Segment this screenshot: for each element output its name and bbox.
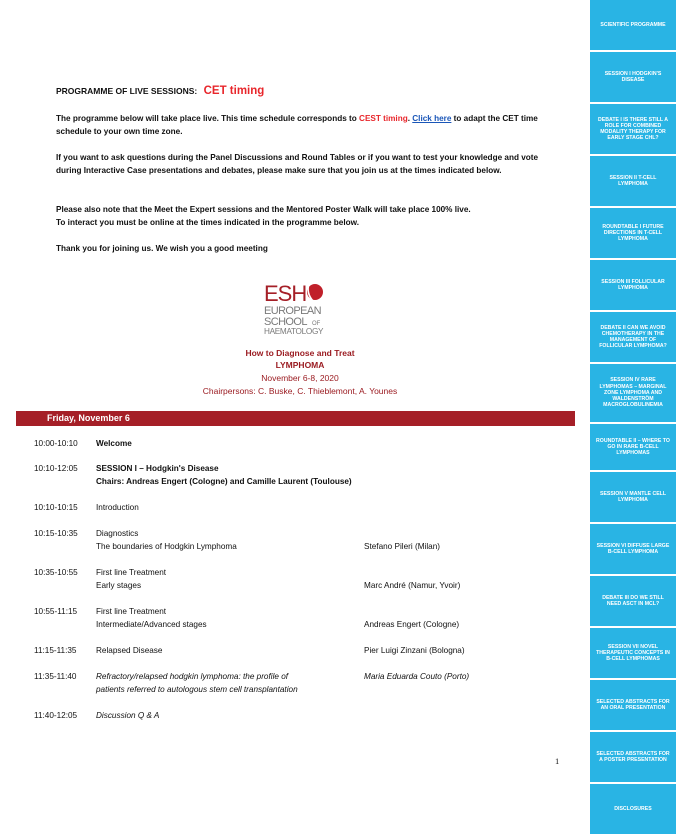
click-here-link[interactable]: Click here xyxy=(412,114,452,123)
row-speaker: Stefano Pileri (Milan) xyxy=(364,541,440,551)
course-chairpersons: Chairpersons: C. Buske, C. Thieblemont, A. Younes xyxy=(202,386,398,396)
row-title xyxy=(96,528,361,553)
row-time: 10:10-10:15 xyxy=(34,503,78,512)
course-dates: November 6-8, 2020 xyxy=(261,373,339,383)
row-subtitle: Intermediate/Advanced stages xyxy=(96,619,207,629)
row-speaker: Marc André (Namur, Yvoir) xyxy=(364,580,461,590)
row-time: 11:35-11:40 xyxy=(34,672,77,681)
row-time: 11:40-12:05 xyxy=(34,711,78,720)
nav-disclosures[interactable]: DISCLOSURES xyxy=(590,784,676,834)
row-subtitle: patients referred to autologous stem cell transplantation xyxy=(96,684,298,694)
row-time: 10:10-12:05 xyxy=(34,464,78,473)
page-number: 1 xyxy=(555,756,560,766)
row-subtitle: The boundaries of Hodgkin Lymphoma xyxy=(96,541,237,551)
nav-session-3[interactable]: SESSION III FOLLICULAR LYMPHOMA xyxy=(590,260,676,310)
nav-session-2[interactable]: SESSION II T-CELL LYMPHOMA xyxy=(590,156,676,206)
row-title xyxy=(96,671,361,696)
course-title-line2: LYMPHOMA xyxy=(275,360,325,370)
nav-roundtable-1[interactable]: ROUNDTABLE I FUTURE DIRECTIONS IN T-CELL LYMPHOMA xyxy=(590,208,676,258)
row-speaker: Pier Luigi Zinzani (Bologna) xyxy=(364,646,465,655)
intro-text: The programme below will take place live. This time schedule corresponds to xyxy=(56,114,360,123)
row-time: 10:55-11:15 xyxy=(34,607,78,616)
intro-paragraph-1 xyxy=(56,113,564,138)
nav-session-4[interactable]: SESSION IV RARE LYMPHOMAS – MARGINAL ZONE LYMPHOMA AND WALDENSTRÖM MACROGLOBULINEMIA xyxy=(590,364,676,422)
cest-timing-text: CEST timing xyxy=(359,114,408,123)
programme-heading xyxy=(56,85,264,97)
row-title xyxy=(96,567,361,592)
nav-debate-3[interactable]: DEBATE III DO WE STILL NEED ASCT IN MCL? xyxy=(590,576,676,626)
nav-session-5[interactable]: SESSION V MANTLE CELL LYMPHOMA xyxy=(590,472,676,522)
row-time: 10:15-10:35 xyxy=(34,529,78,538)
row-title-main: First line Treatment xyxy=(96,568,167,577)
logo-esh-text: ESH xyxy=(264,281,307,306)
row-title-main: Diagnostics xyxy=(96,529,139,538)
nav-session-6[interactable]: SESSION VI DIFFUSE LARGE B-CELL LYMPHOMA xyxy=(590,524,676,574)
intro-paragraph-2: If you want to ask questions during the Panel Discussions and Round Tables or if you want to test your knowledge and vote during Interactive Case presentations and debates, please make sure that you join us at the times indicated below. xyxy=(56,153,539,175)
row-subtitle: Early stages xyxy=(96,580,142,590)
nav-roundtable-2[interactable]: ROUNDTABLE II – WHERE TO GO IN RARE B-CELL LYMPHOMAS xyxy=(590,424,676,470)
row-title: Relapsed Disease xyxy=(96,646,163,655)
intro-paragraph-4: Thank you for joining us. We wish you a good meeting xyxy=(56,244,268,253)
nav-scientific-programme[interactable]: SCIENTIFIC PROGRAMME xyxy=(590,0,676,50)
session-title: SESSION I – Hodgkin's Disease xyxy=(96,464,219,473)
row-title-main: Refractory/relapsed hodgkin lymphoma: the profile of xyxy=(96,672,289,681)
row-speaker: Maria Eduarda Couto (Porto) xyxy=(364,672,470,681)
logo-school-text: SCHOOL xyxy=(264,316,307,328)
nav-session-1[interactable]: SESSION I HODGKIN'S DISEASE xyxy=(590,52,676,102)
logo-european-text: EUROPEAN xyxy=(264,305,321,317)
logo-circle xyxy=(307,284,323,300)
intro-text: . xyxy=(407,114,413,123)
esh-logo xyxy=(262,279,334,339)
row-title xyxy=(96,463,566,488)
intro-text: Please also note that the Meet the Expert sessions and the Mentored Poster Walk will take place 100% live. xyxy=(56,205,471,214)
logo-of-text: OF xyxy=(312,321,321,327)
row-speaker: Andreas Engert (Cologne) xyxy=(364,619,460,629)
nav-debate-1[interactable]: DEBATE I IS THERE STILL A ROLE FOR COMBINED MODALITY THERAPY FOR EARLY STAGE CHL? xyxy=(590,104,676,154)
programme-label: PROGRAMME OF LIVE SESSIONS: xyxy=(56,86,198,96)
day-header: Friday, November 6 xyxy=(16,411,575,426)
row-title: Introduction xyxy=(96,503,139,512)
row-title-main: First line Treatment xyxy=(96,607,167,616)
section-navigation xyxy=(590,0,676,836)
nav-oral-abstracts[interactable]: SELECTED ABSTRACTS FOR AN ORAL PRESENTATION xyxy=(590,680,676,730)
intro-text: To interact you must be online at the times indicated in the programme below. xyxy=(56,217,359,227)
nav-poster-abstracts[interactable]: SELECTED ABSTRACTS FOR A POSTER PRESENTATION xyxy=(590,732,676,782)
intro-text: to adapt the CET time schedule to your own time zone. xyxy=(56,114,538,136)
session-chairs: Chairs: Andreas Engert (Cologne) and Camille Laurent (Toulouse) xyxy=(96,476,352,486)
timing-label: CET timing xyxy=(203,85,265,97)
row-time: 11:15-11:35 xyxy=(34,646,77,655)
row-title: Discussion Q & A xyxy=(96,711,160,720)
course-title-line1: How to Diagnose and Treat xyxy=(245,348,355,358)
nav-debate-2[interactable]: DEBATE II CAN WE AVOID CHEMOTHERAPY IN THE MANAGEMENT OF FOLLICULAR LYMPHOMA? xyxy=(590,312,676,362)
logo-haematology-text: HAEMATOLOGY xyxy=(264,327,324,336)
row-title xyxy=(96,606,361,631)
row-title: Welcome xyxy=(96,439,132,448)
intro-paragraph-3 xyxy=(56,204,564,229)
row-time: 10:35-10:55 xyxy=(34,568,78,577)
row-time: 10:00-10:10 xyxy=(34,439,78,448)
nav-session-7[interactable]: SESSION VII NOVEL THERAPEUTIC CONCEPTS IN B-CELL LYMPHOMAS xyxy=(590,628,676,678)
